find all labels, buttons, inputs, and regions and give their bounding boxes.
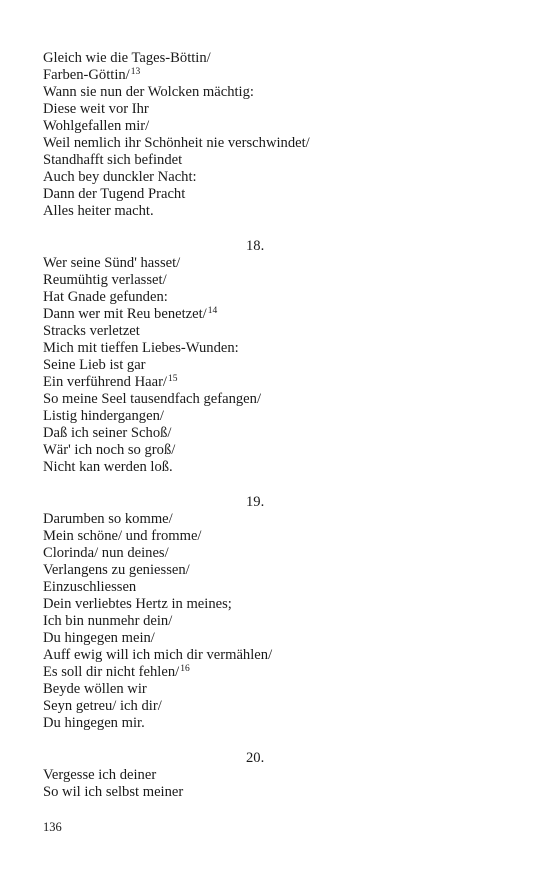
verse-text: Stracks verletzet bbox=[43, 323, 140, 339]
verse-line bbox=[43, 152, 513, 169]
verse-text: Wann sie nun der Wolcken mächtig: bbox=[43, 84, 254, 100]
verse-text: Clorinda/ nun deines/ bbox=[43, 545, 169, 561]
verse-line bbox=[43, 579, 513, 596]
verse-text: Ein verführend Haar/ bbox=[43, 374, 167, 390]
verse-line bbox=[43, 255, 513, 272]
verse-line bbox=[43, 698, 513, 715]
verse-line bbox=[43, 596, 513, 613]
verse-text: Daß ich seiner Schoß/ bbox=[43, 425, 172, 441]
verse-text: Ich bin nunmehr dein/ bbox=[43, 613, 173, 629]
verse-line bbox=[43, 715, 513, 732]
stanza-number: 20. bbox=[246, 750, 265, 766]
verse-line bbox=[43, 681, 513, 698]
verse-line bbox=[43, 545, 513, 562]
verse-line bbox=[43, 203, 513, 220]
stanza bbox=[43, 750, 513, 801]
verse-text: Darumben so komme/ bbox=[43, 511, 173, 527]
verse-line bbox=[43, 511, 513, 528]
verse-text: Es soll dir nicht fehlen/ bbox=[43, 664, 180, 680]
verse-line bbox=[43, 630, 513, 647]
verse-line bbox=[43, 664, 513, 681]
verse-text: Dein verliebtes Hertz in meines; bbox=[43, 596, 232, 612]
verse-line bbox=[43, 767, 513, 784]
verse-line bbox=[43, 135, 513, 152]
verse-text: Wer seine Sünd' hasset/ bbox=[43, 255, 181, 271]
verse-line bbox=[43, 340, 513, 357]
verse-line bbox=[43, 784, 513, 801]
poem-text bbox=[43, 50, 513, 801]
verse-text: So wil ich selbst meiner bbox=[43, 784, 184, 800]
verse-text: So meine Seel tausendfach gefangen/ bbox=[43, 391, 262, 407]
verse-line bbox=[43, 169, 513, 186]
verse-text: Alles heiter macht. bbox=[43, 203, 154, 219]
verse-text: Farben-Göttin/ bbox=[43, 67, 130, 83]
verse-text: Weil nemlich ihr Schönheit nie verschwindet/ bbox=[43, 135, 310, 151]
verse-text: Mein schöne/ und fromme/ bbox=[43, 528, 202, 544]
verse-text: Wohlgefallen mir/ bbox=[43, 118, 150, 134]
verse-text: Mich mit tieffen Liebes-Wunden: bbox=[43, 340, 239, 356]
verse-text: Nicht kan werden loß. bbox=[43, 459, 173, 475]
verse-line bbox=[43, 425, 513, 442]
verse-text: Dann wer mit Reu benetzet/ bbox=[43, 306, 207, 322]
verse-line bbox=[43, 186, 513, 203]
footnote-marker[interactable]: 15 bbox=[168, 374, 178, 384]
stanza-gap bbox=[43, 732, 513, 750]
verse-text: Auch bey dunckler Nacht: bbox=[43, 169, 197, 185]
stanza-number: 19. bbox=[246, 494, 265, 510]
stanza-number: 18. bbox=[246, 238, 265, 254]
verse-line bbox=[43, 84, 513, 101]
verse-line bbox=[43, 374, 513, 391]
verse-text: Dann der Tugend Pracht bbox=[43, 186, 186, 202]
verse-text: Listig hindergangen/ bbox=[43, 408, 164, 424]
verse-text: Einzuschliessen bbox=[43, 579, 137, 595]
verse-line bbox=[43, 289, 513, 306]
verse-line bbox=[43, 50, 513, 67]
footnote-marker[interactable]: 13 bbox=[130, 67, 141, 77]
verse-line bbox=[43, 647, 513, 664]
verse-text: Seine Lieb ist gar bbox=[43, 357, 146, 373]
stanza-gap bbox=[43, 476, 513, 494]
stanza bbox=[43, 50, 513, 220]
footnote-marker[interactable]: 14 bbox=[207, 306, 218, 316]
verse-text: Standhafft sich befindet bbox=[43, 152, 183, 168]
verse-text: Verlangens zu geniessen/ bbox=[43, 562, 190, 578]
verse-text: Diese weit vor Ihr bbox=[43, 101, 149, 117]
verse-text: Hat Gnade gefunden: bbox=[43, 289, 168, 305]
verse-line bbox=[43, 442, 513, 459]
verse-text: Auff ewig will ich mich dir vermählen/ bbox=[43, 647, 273, 663]
verse-line bbox=[43, 528, 513, 545]
verse-text: Du hingegen mein/ bbox=[43, 630, 155, 646]
verse-text: Gleich wie die Tages-Böttin/ bbox=[43, 50, 211, 66]
verse-text: Reumühtig verlasset/ bbox=[43, 272, 167, 288]
verse-line bbox=[43, 357, 513, 374]
verse-line bbox=[43, 562, 513, 579]
verse-text: Du hingegen mir. bbox=[43, 715, 145, 731]
verse-line bbox=[43, 118, 513, 135]
verse-text: Beyde wöllen wir bbox=[43, 681, 147, 697]
verse-text: Vergesse ich deiner bbox=[43, 767, 157, 783]
verse-line bbox=[43, 391, 513, 408]
verse-text: Wär' ich noch so groß/ bbox=[43, 442, 176, 458]
verse-line bbox=[43, 272, 513, 289]
verse-text: Seyn getreu/ ich dir/ bbox=[43, 698, 162, 714]
verse-line bbox=[43, 306, 513, 323]
verse-line bbox=[43, 67, 513, 84]
page-number: 136 bbox=[43, 820, 62, 834]
verse-line bbox=[43, 323, 513, 340]
verse-line bbox=[43, 459, 513, 476]
stanza-gap bbox=[43, 220, 513, 238]
verse-line bbox=[43, 101, 513, 118]
footnote-marker[interactable]: 16 bbox=[180, 664, 190, 674]
verse-line bbox=[43, 408, 513, 425]
verse-line bbox=[43, 613, 513, 630]
stanza bbox=[43, 238, 513, 476]
stanza bbox=[43, 494, 513, 732]
